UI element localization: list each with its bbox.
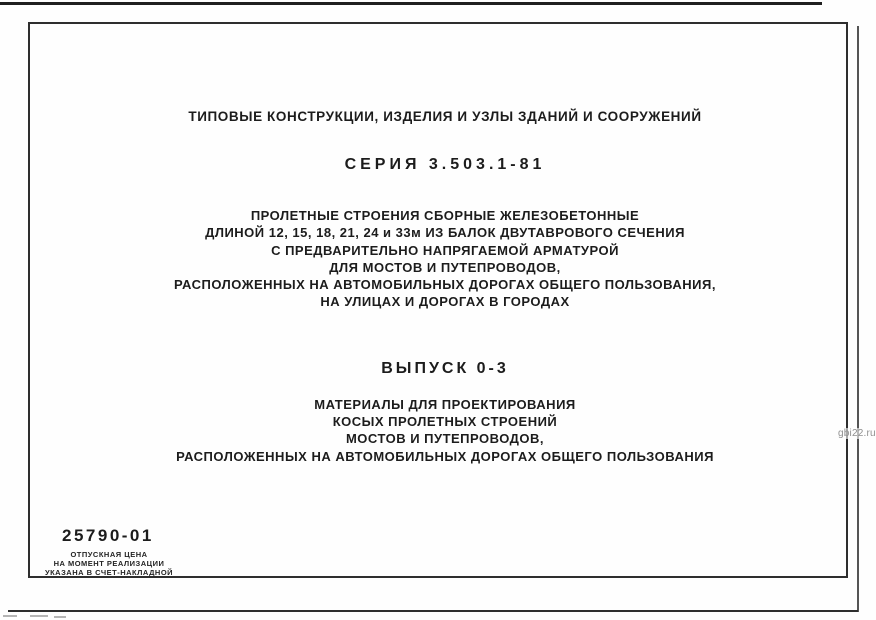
site-watermark: gbi22.ru bbox=[838, 428, 876, 439]
title-line: ДЛЯ МОСТОВ И ПУТЕПРОВОДОВ, bbox=[329, 259, 561, 275]
subtitle-block bbox=[38, 396, 852, 465]
title-line: ПРОЛЕТНЫЕ СТРОЕНИЯ СБОРНЫЕ ЖЕЛЕЗОБЕТОННЫЕ bbox=[250, 208, 640, 223]
title-line: НА УЛИЦАХ И ДОРОГАХ В ГОРОДАХ bbox=[320, 294, 570, 310]
document-number: 25790-01 bbox=[62, 526, 154, 545]
subtitle-line: МОСТОВ И ПУТЕПРОВОДОВ, bbox=[345, 431, 545, 447]
main-title-block bbox=[38, 207, 852, 311]
title-line: РАСПОЛОЖЕННЫХ НА АВТОМОБИЛЬНЫХ ДОРОГАХ ОБЩЕГО ПОЛЬЗОВАНИЯ, bbox=[174, 277, 716, 293]
scan-artifact bbox=[54, 616, 66, 618]
scan-artifact bbox=[30, 615, 48, 617]
subtitle-line: МАТЕРИАЛЫ ДЛЯ ПРОЕКТИРОВАНИЯ bbox=[314, 397, 576, 412]
price-note-line: НА МОМЕНТ РЕАЛИЗАЦИИ bbox=[53, 559, 165, 568]
price-note bbox=[34, 550, 184, 577]
document-header-line: ТИПОВЫЕ КОНСТРУКЦИИ, ИЗДЕЛИЯ И УЗЛЫ ЗДАНИЙ И СООРУЖЕНИЙ bbox=[188, 109, 702, 124]
series-title: СЕРИЯ 3.503.1-81 bbox=[344, 156, 546, 173]
price-note-line: ОТПУСКНАЯ ЦЕНА bbox=[70, 550, 148, 559]
outer-bottom-border bbox=[8, 610, 858, 612]
subtitle-line: РАСПОЛОЖЕННЫХ НА АВТОМОБИЛЬНЫХ ДОРОГАХ ОБЩЕГО ПОЛЬЗОВАНИЯ bbox=[176, 448, 714, 464]
outer-right-border bbox=[857, 26, 859, 612]
subtitle-line: КОСЫХ ПРОЛЕТНЫХ СТРОЕНИЙ bbox=[332, 414, 558, 430]
scan-artifact bbox=[3, 615, 17, 617]
title-line: С ПРЕДВАРИТЕЛЬНО НАПРЯГАЕМОЙ АРМАТУРОЙ bbox=[271, 242, 619, 258]
outer-top-border bbox=[0, 2, 822, 5]
title-line: ДЛИНОЙ 12, 15, 18, 21, 24 и 33м ИЗ БАЛОК ДВУТАВРОВОГО СЕЧЕНИЯ bbox=[205, 225, 685, 241]
price-note-line: УКАЗАНА В СЧЕТ-НАКЛАДНОЙ bbox=[44, 568, 174, 577]
issue-title: ВЫПУСК 0-3 bbox=[381, 360, 509, 377]
